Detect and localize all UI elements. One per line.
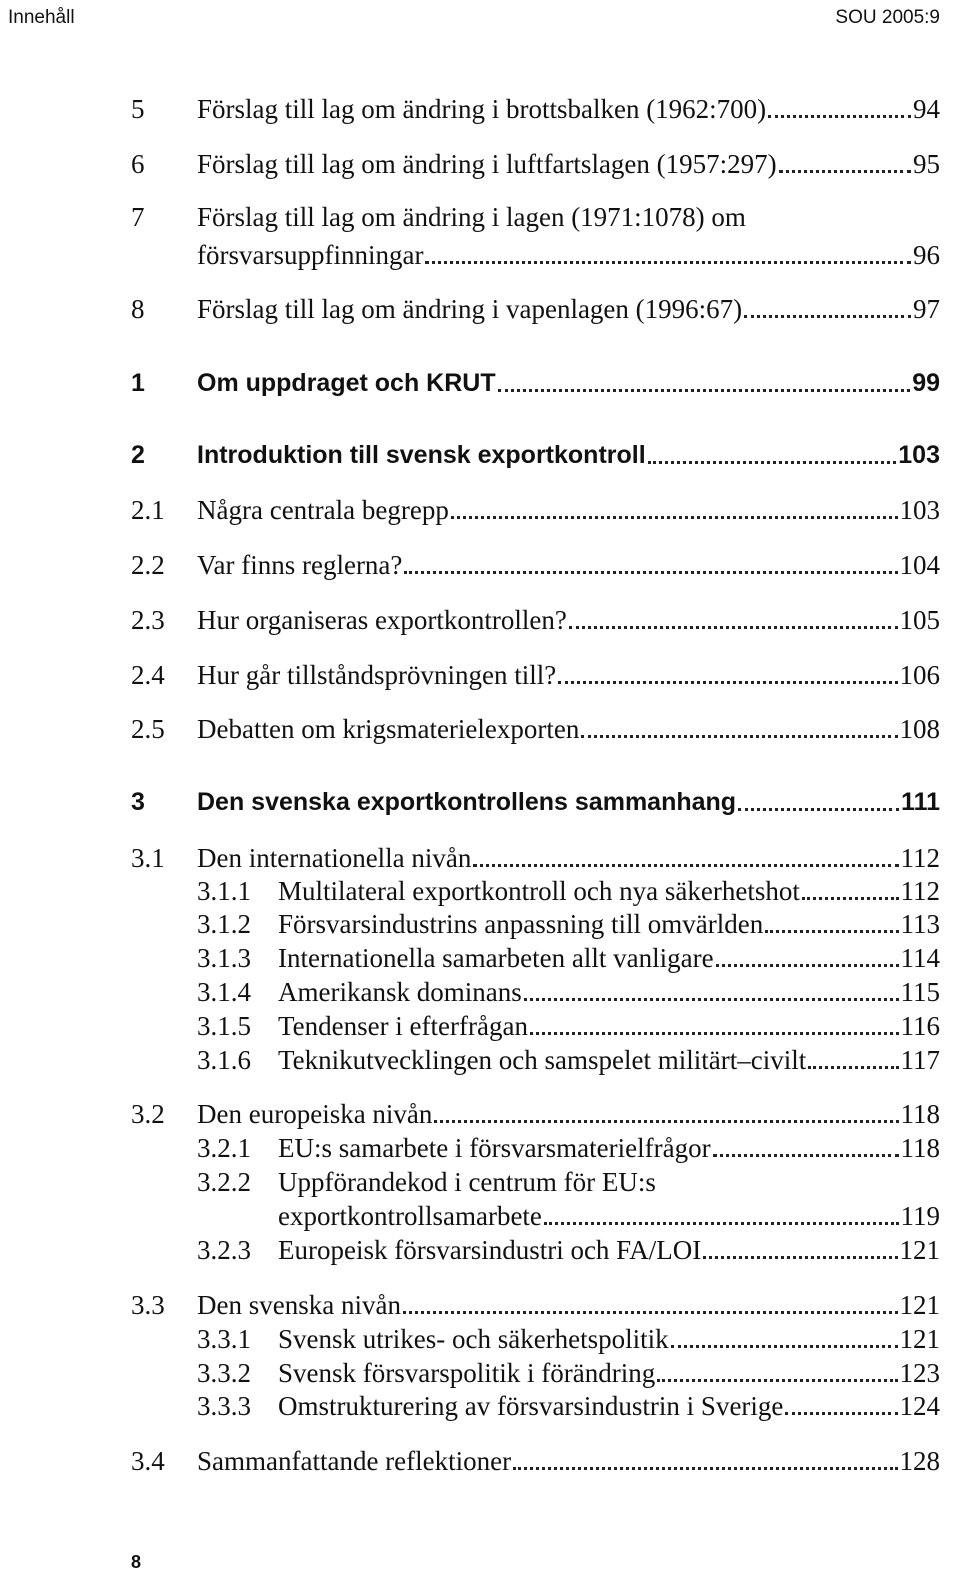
dot-leader — [558, 681, 897, 684]
toc-entry-leader — [197, 291, 940, 327]
toc-entry-page: 96 — [913, 240, 940, 270]
toc-entry-page: 116 — [900, 1011, 940, 1041]
dot-leader — [808, 1066, 898, 1069]
toc-entry-leader — [197, 437, 940, 473]
toc-entry-title: Europeisk försvarsindustri och FA/LOI — [278, 1235, 702, 1265]
dot-leader — [671, 1345, 898, 1348]
toc-entry-page: 103 — [899, 495, 940, 525]
toc-entry-title: Multilateral exportkontroll och nya säkerhetshot — [278, 876, 800, 906]
dot-leader — [403, 1311, 898, 1314]
toc-entry[interactable] — [0, 1443, 960, 1479]
toc-entry-number: 3.3.2 — [197, 1358, 251, 1388]
toc-entry-leader — [197, 602, 940, 638]
toc-entry-number: 3.2.3 — [197, 1235, 251, 1265]
toc-subentry[interactable] — [0, 1321, 960, 1357]
toc-entry-title: Sammanfattande reflektioner — [197, 1446, 512, 1476]
toc-subentry[interactable] — [0, 974, 960, 1010]
toc-entry-number: 3.3.3 — [197, 1391, 251, 1421]
toc-entry[interactable] — [0, 237, 960, 273]
toc-entry-title: Teknikutvecklingen och samspelet militärt–civilt — [278, 1045, 807, 1075]
toc-entry-number: 3.1.1 — [197, 876, 251, 906]
toc-entry-title: Den europeiska nivån — [197, 1099, 433, 1129]
toc-entry-page: 95 — [913, 149, 940, 179]
toc-entry-title: Förslag till lag om ändring i vapenlagen (1996:67) — [197, 294, 743, 324]
toc-entry-page: 112 — [900, 843, 940, 873]
toc-entry-title: exportkontrollsamarbete — [278, 1201, 542, 1231]
toc-subentry[interactable] — [0, 1355, 960, 1391]
dot-leader — [569, 626, 898, 629]
toc-entry-number: 3.3 — [131, 1290, 165, 1320]
toc-entry[interactable] — [0, 657, 960, 693]
dot-leader — [738, 808, 899, 811]
toc-subentry[interactable] — [0, 940, 960, 976]
toc-entry[interactable] — [0, 291, 960, 327]
toc-entry-leader — [197, 492, 940, 528]
toc-chapter-number: 1 — [131, 369, 145, 397]
toc-entry-leader — [197, 91, 940, 127]
toc-entry-number: 2.1 — [131, 495, 165, 525]
toc-entry-title: Förslag till lag om ändring i brottsbalken (1962:700) — [197, 94, 767, 124]
toc-entry-number: 3.1.3 — [197, 943, 251, 973]
toc-chapter-title: Den svenska exportkontrollens sammanhang — [197, 788, 737, 816]
toc-chapter-page: 111 — [901, 788, 940, 816]
toc-entry-title: Var finns reglerna? — [197, 550, 403, 580]
toc-entry-leader — [197, 547, 940, 583]
toc-entry-page: 121 — [899, 1324, 940, 1354]
toc-entry[interactable] — [0, 1096, 960, 1132]
dot-leader — [765, 930, 898, 933]
toc-entry-page: 119 — [900, 1201, 940, 1231]
toc-entry-number: 3.2.1 — [197, 1133, 251, 1163]
toc-entry-number: 3.1.2 — [197, 909, 251, 939]
dot-leader — [513, 1467, 897, 1470]
dot-leader — [425, 261, 911, 264]
toc-subentry[interactable] — [0, 1042, 960, 1078]
dot-leader — [451, 516, 898, 519]
dot-leader — [524, 998, 899, 1001]
toc-subentry[interactable] — [0, 1198, 960, 1234]
toc-entry-leader — [197, 840, 940, 876]
toc-entry-page: 115 — [900, 977, 940, 1007]
toc-entry-leader — [278, 1042, 940, 1078]
toc-entry-number: 7 — [131, 202, 145, 232]
toc-entry-page: 97 — [913, 294, 940, 324]
dot-leader — [498, 389, 911, 392]
dot-leader — [581, 735, 897, 738]
toc-entry-number: 2.2 — [131, 550, 165, 580]
toc-entry-leader — [197, 146, 940, 182]
toc-entry-number: 3.1 — [131, 843, 165, 873]
toc-entry-page: 108 — [899, 714, 940, 744]
toc-subentry[interactable] — [0, 1130, 960, 1166]
dot-leader — [404, 571, 897, 574]
toc-entry[interactable] — [0, 547, 960, 583]
toc-chapter-entry[interactable] — [0, 437, 960, 473]
page-number: 8 — [131, 1552, 142, 1572]
toc-entry-number: 3.1.6 — [197, 1045, 251, 1075]
toc-entry[interactable] — [0, 602, 960, 638]
toc-entry-leader — [278, 1008, 940, 1044]
toc-entry-page: 118 — [900, 1133, 940, 1163]
toc-subentry[interactable] — [0, 873, 960, 909]
toc-entry-page: 112 — [900, 876, 940, 906]
dot-leader — [744, 315, 911, 318]
toc-entry-leader — [197, 237, 940, 273]
toc-entry-number: 3.1.4 — [197, 977, 251, 1007]
toc-entry-leader — [278, 974, 940, 1010]
toc-entry-leader — [197, 784, 940, 820]
toc-entry-title-line1: Uppförandekod i centrum för EU:s — [278, 1167, 656, 1197]
toc-entry-title: EU:s samarbete i försvarsmaterielfrågor — [278, 1133, 711, 1163]
toc-entry-number: 2.4 — [131, 660, 165, 690]
toc-entry-leader — [278, 873, 940, 909]
header-document-id: SOU 2005:9 — [835, 7, 940, 28]
toc-subentry[interactable] — [0, 906, 960, 942]
toc-entry[interactable] — [0, 146, 960, 182]
toc-entry-page: 105 — [899, 605, 940, 635]
toc-entry-number: 2.5 — [131, 714, 165, 744]
toc-entry-title: Omstrukturering av försvarsindustrin i Sverige — [278, 1391, 784, 1421]
toc-entry-number: 3.1.5 — [197, 1011, 251, 1041]
toc-entry-leader — [197, 711, 940, 747]
toc-entry-leader — [278, 1130, 940, 1166]
dot-leader — [779, 170, 911, 173]
toc-subentry-first-line[interactable] — [0, 1164, 960, 1200]
dot-leader — [716, 964, 899, 967]
toc-entry-page: 123 — [899, 1358, 940, 1388]
toc-entry-number: 5 — [131, 94, 145, 124]
toc-entry-page: 114 — [900, 943, 940, 973]
toc-entry-number: 8 — [131, 294, 145, 324]
toc-entry-number: 2.3 — [131, 605, 165, 635]
toc-entry-number: 3.2 — [131, 1099, 165, 1129]
toc-entry-title: Debatten om krigsmaterielexporten — [197, 714, 580, 744]
toc-entry-title: Försvarsindustrins anpassning till omvärlden — [278, 909, 764, 939]
toc-entry-leader — [278, 1388, 940, 1424]
toc-chapter-title: Introduktion till svensk exportkontroll — [197, 441, 646, 469]
toc-entry-leader — [278, 1355, 940, 1391]
dot-leader — [648, 461, 897, 464]
dot-leader — [530, 1032, 899, 1035]
toc-entry-page: 121 — [899, 1235, 940, 1265]
dot-leader — [703, 1256, 897, 1259]
toc-chapter-number: 2 — [131, 441, 145, 469]
toc-entry-leader — [197, 1443, 940, 1479]
toc-entry-page: 94 — [913, 94, 940, 124]
dot-leader — [473, 864, 898, 867]
dot-leader — [768, 115, 911, 118]
toc-entry-leader — [278, 1321, 940, 1357]
toc-chapter-page: 99 — [912, 369, 940, 397]
toc-entry[interactable] — [0, 840, 960, 876]
toc-entry-leader — [278, 906, 940, 942]
toc-entry-title: Förslag till lag om ändring i luftfartslagen (1957:297) — [197, 149, 777, 179]
toc-entry-title: Svensk försvarspolitik i förändring — [278, 1358, 656, 1388]
toc-entry[interactable] — [0, 492, 960, 528]
toc-entry[interactable] — [0, 1287, 960, 1323]
dot-leader — [802, 897, 899, 900]
toc-entry-leader — [278, 1198, 940, 1234]
toc-chapter-number: 3 — [131, 788, 145, 816]
toc-entry[interactable] — [0, 711, 960, 747]
toc-chapter-entry[interactable] — [0, 365, 960, 401]
toc-entry-number: 3.4 — [131, 1446, 165, 1476]
toc-entry-number: 6 — [131, 149, 145, 179]
toc-entry-title: Hur går tillståndsprövningen till? — [197, 660, 557, 690]
toc-entry-page: 118 — [900, 1099, 940, 1129]
toc-entry[interactable] — [0, 91, 960, 127]
toc-entry-page: 106 — [899, 660, 940, 690]
toc-entry-page: 121 — [899, 1290, 940, 1320]
toc-entry-leader — [197, 657, 940, 693]
toc-entry-title-line1: Förslag till lag om ändring i lagen (1971:1078) om — [197, 202, 746, 232]
toc-entry-title: Hur organiseras exportkontrollen? — [197, 605, 567, 635]
dot-leader — [713, 1154, 899, 1157]
toc-entry-leader — [197, 1096, 940, 1132]
toc-subentry[interactable] — [0, 1388, 960, 1424]
toc-entry-leader — [197, 365, 940, 401]
toc-entry-title: Några centrala begrepp — [197, 495, 449, 525]
toc-entry-leader — [197, 1287, 940, 1323]
toc-entry-title: Tendenser i efterfrågan — [278, 1011, 528, 1041]
toc-entry-title: Amerikansk dominans — [278, 977, 522, 1007]
toc-entry-title: Den svenska nivån — [197, 1290, 401, 1320]
toc-chapter-entry[interactable] — [0, 784, 960, 820]
toc-entry-title: Svensk utrikes- och säkerhetspolitik — [278, 1324, 669, 1354]
toc-entry-title: Den internationella nivån — [197, 843, 472, 873]
toc-entry-first-line[interactable] — [0, 199, 960, 235]
toc-entry-number: 3.2.2 — [197, 1167, 251, 1197]
toc-subentry[interactable] — [0, 1232, 960, 1268]
toc-entry-title: försvarsuppfinningar — [197, 240, 424, 270]
toc-entry-page: 117 — [900, 1045, 940, 1075]
toc-entry-page: 104 — [899, 550, 940, 580]
dot-leader — [434, 1120, 898, 1123]
toc-entry-number: 3.3.1 — [197, 1324, 251, 1354]
dot-leader — [785, 1412, 897, 1415]
header-section-title: Innehåll — [8, 7, 75, 28]
toc-entry-page: 124 — [899, 1391, 940, 1421]
toc-entry-title: Internationella samarbeten allt vanligare — [278, 943, 714, 973]
toc-entry-leader — [278, 1232, 940, 1268]
toc-chapter-title: Om uppdraget och KRUT — [197, 369, 496, 397]
toc-entry-page: 128 — [899, 1446, 940, 1476]
dot-leader — [544, 1222, 899, 1225]
toc-subentry[interactable] — [0, 1008, 960, 1044]
toc-chapter-page: 103 — [898, 441, 940, 469]
dot-leader — [657, 1379, 897, 1382]
toc-entry-leader — [278, 940, 940, 976]
toc-entry-page: 113 — [900, 909, 940, 939]
